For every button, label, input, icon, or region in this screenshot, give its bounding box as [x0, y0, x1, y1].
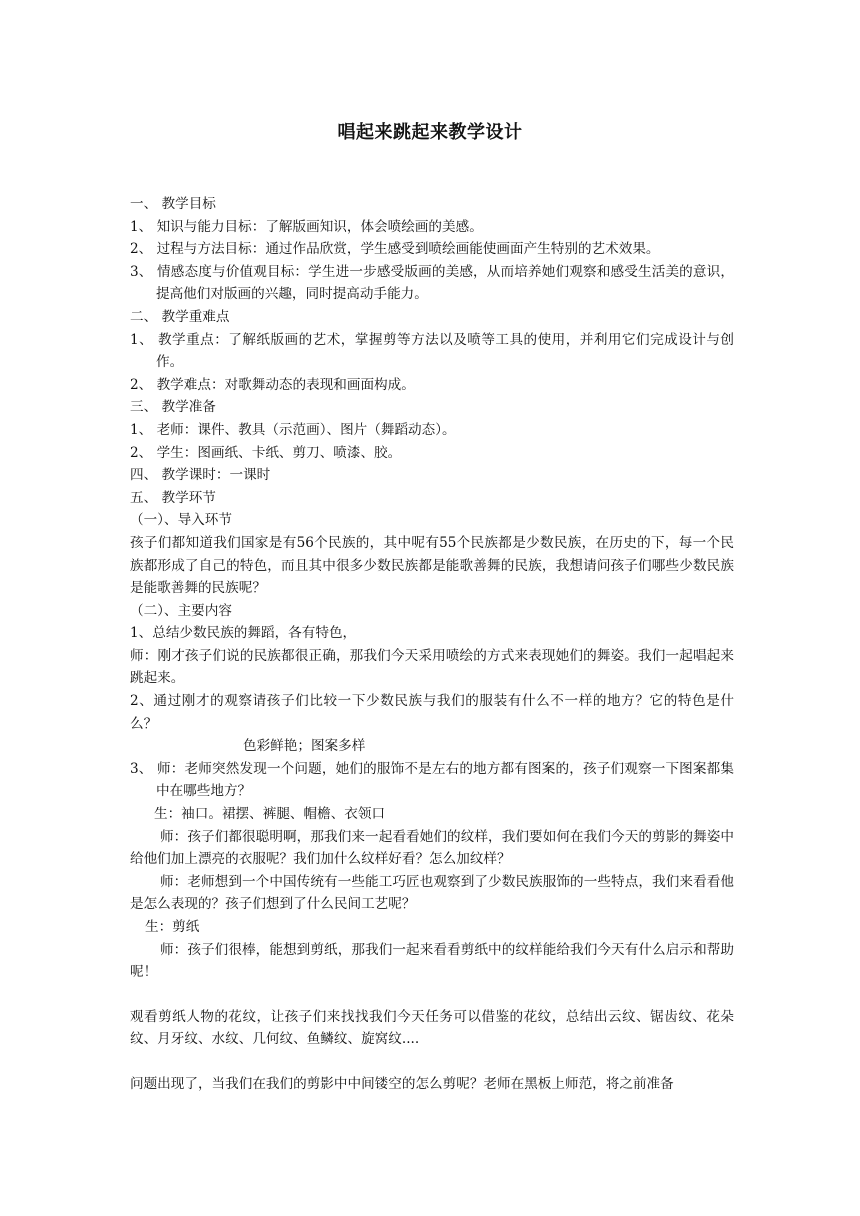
paragraph-gap-2: [130, 1051, 734, 1073]
answer-line: 色彩鲜艳；图案多样: [243, 738, 366, 755]
document-body: [130, 193, 734, 1096]
part-heading-intro: （一）、导入环节: [130, 512, 232, 529]
paragraph-gap-1: [130, 984, 734, 1006]
section-heading-key-points: 二、 教学重难点: [130, 308, 230, 325]
key-point-item-2: 2、 教学难点：对歌舞动态的表现和画面构成。: [130, 376, 415, 393]
part-heading-main-content: （二）、主要内容: [130, 602, 232, 619]
page-title: 唱起来跳起来教学设计: [337, 122, 523, 143]
main-content-line-3: 2、通过刚才的观察请孩子们比较一下少数民族与我们的服装有什么不一样的地方？它的特色是什么？: [130, 693, 734, 732]
section-heading-class-hours: 四、 教学课时：一课时: [130, 467, 271, 484]
preparation-item-2: 2、 学生：图画纸、卡纸、剪刀、喷漆、胶。: [130, 444, 402, 461]
problem-paragraph: 问题出现了，当我们在我们的剪影中中间镂空的怎么剪呢？老师在黑板上师范，将之前准备: [130, 1075, 674, 1092]
teacher-line-2: 师：孩子们都很聪明啊，那我们来一起看看她们的纹样，我们要如何在我们今天的剪影的舞姿中给他们加上漂亮的衣服呢？我们加什么纹样好看？怎么加纹样？: [130, 828, 734, 868]
teacher-line-4: 师：孩子们很棒，能想到剪纸，那我们一起来看看剪纸中的纹样能给我们今天有什么启示和帮助呢！: [130, 941, 734, 981]
objective-item-2: 2、 过程与方法目标：通过作品欣赏，学生感受到喷绘画能使画面产生特别的艺术效果。: [130, 241, 660, 258]
main-content-item-3: 3、 师：老师突然发现一个问题，她们的服饰不是左右的地方都有图案的，孩子们观察一下图案都集中在哪些地方？: [130, 760, 734, 800]
key-point-item-1: 1、 教学重点：了解纸版画的艺术，掌握剪等方法以及喷等工具的使用，并利用它们完成设计与创作。: [130, 331, 734, 371]
objective-item-3: 3、 情感态度与价值观目标：学生进一步感受版画的美感，从而培养她们观察和感受生活美的意识，提高他们对版画的兴趣，同时提高动手能力。: [130, 263, 734, 303]
section-heading-preparation: 三、 教学准备: [130, 399, 216, 416]
student-answer-1: 生：袖口。裙摆、裤腿、帽檐、衣领口: [154, 806, 386, 823]
section-heading-objectives: 一、 教学目标: [130, 196, 216, 212]
teacher-line-3: 师：老师想到一个中国传统有一些能工巧匠也观察到了少数民族服饰的一些特点，我们来看看他是怎么表现的？孩子们想到了什么民间工艺呢？: [130, 873, 734, 913]
preparation-item-1: 1、 老师：课件、教具（示范画）、图片（舞蹈动态）。: [130, 421, 456, 438]
objective-item-1: 1、 知识与能力目标：了解版画知识，体会喷绘画的美感。: [130, 218, 483, 235]
main-content-line-1: 1、总结少数民族的舞蹈，各有特色，: [130, 625, 357, 642]
student-answer-2: 生：剪纸: [145, 919, 200, 935]
intro-paragraph: 孩子们都知道我们国家是有56个民族的，其中呢有55个民族都是少数民族，在历史的下，每一个民族都形成了自己的特色，而且其中很多少数民族都是能歌善舞的民族，我想请问孩子们哪些少数民族是能歌善舞的民族呢？: [130, 534, 734, 597]
section-heading-teaching-steps: 五、 教学环节: [130, 489, 216, 506]
main-content-line-2: 师：刚才孩子们说的民族都很正确，那我们今天采用喷绘的方式来表现她们的舞姿。我们一起唱起来跳起来。: [130, 647, 734, 687]
observe-paragraph: 观看剪纸人物的花纹，让孩子们来找找我们今天任务可以借鉴的花纹，总结出云纹、锯齿纹、花朵纹、月牙纹、水纹、几何纹、鱼鳞纹、旋窝纹....: [130, 1008, 734, 1048]
